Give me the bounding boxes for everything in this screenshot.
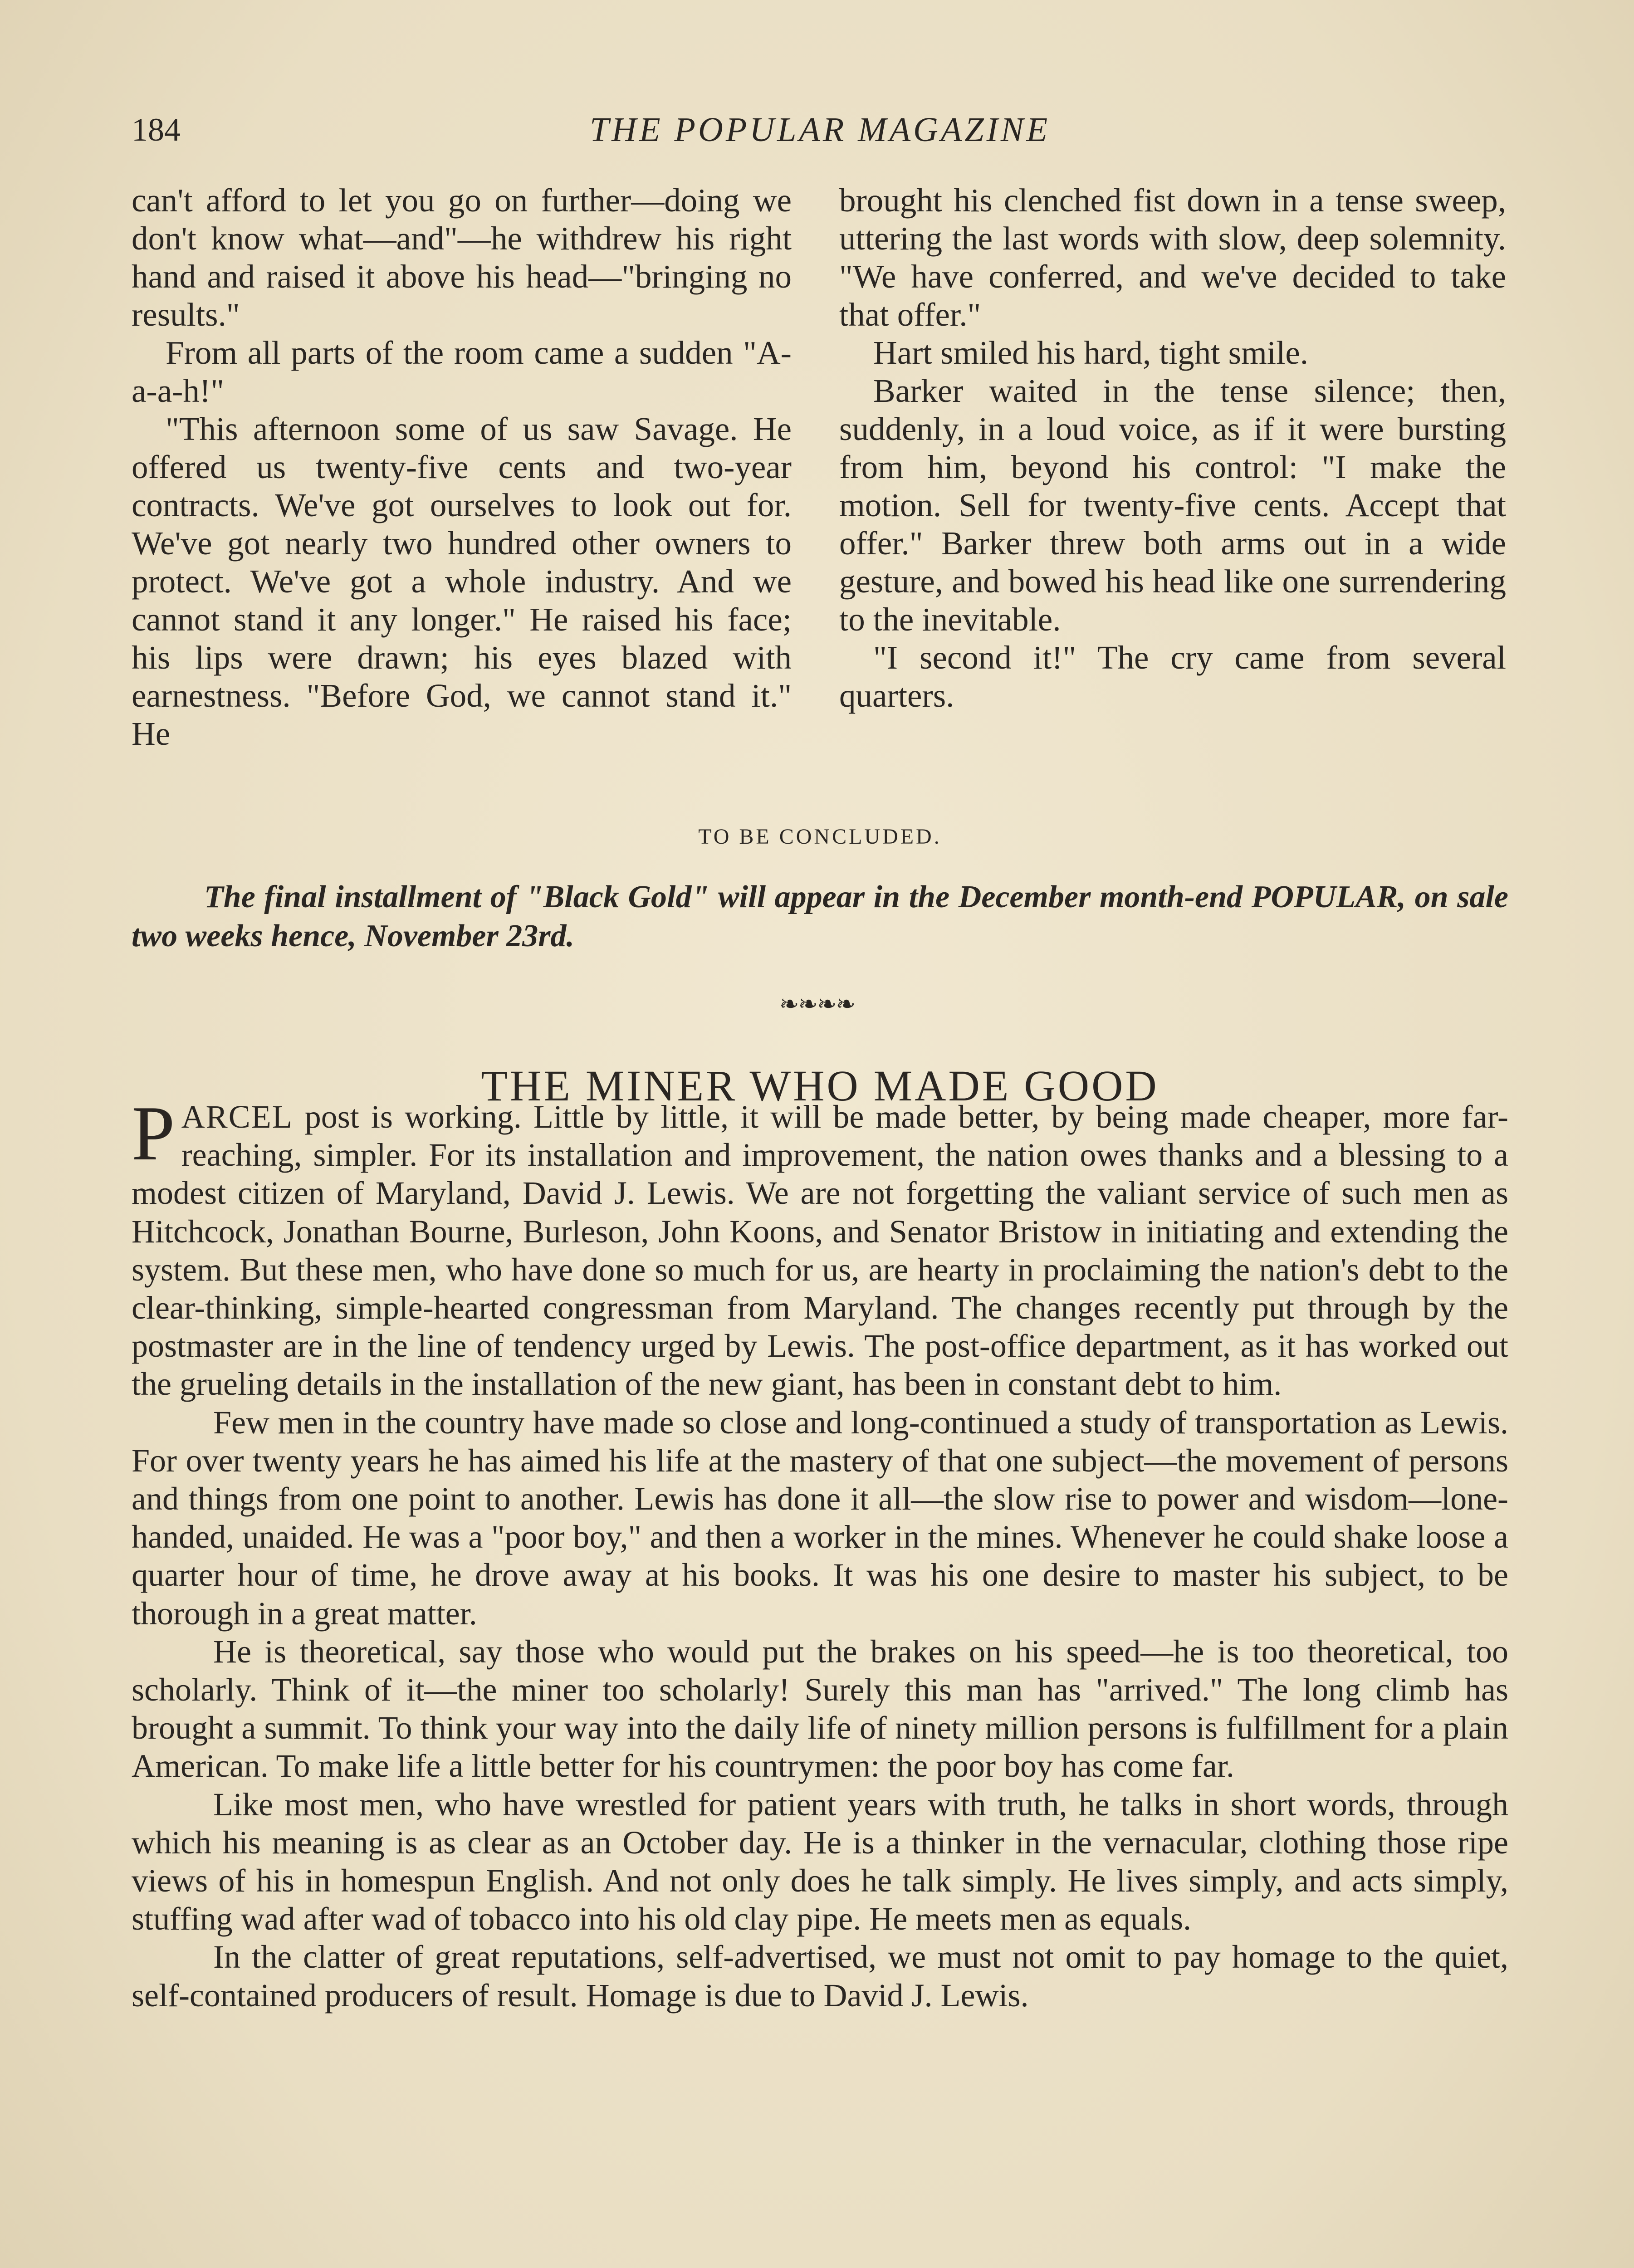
section-ornament: ❧❧❧❧ — [779, 992, 855, 1017]
left-paragraph-3: "This afternoon some of us saw Savage. He offered us twenty-five cents and two-year contracts. We've got ourselves to look out for. We've got nearly two hundred other owners to protect. We've got a whole industry. And we cannot stand it any longer." He raised his face; his lips were drawn; his eyes blazed with earnestness. "Before God, we cannot stand it." He — [132, 411, 792, 752]
running-head — [132, 107, 1508, 152]
article-paragraph-1 — [132, 1090, 1508, 1403]
right-paragraph-2: Hart smiled his hard, tight smile. — [873, 334, 1309, 371]
page-number: 184 — [132, 112, 181, 148]
to-be-concluded: TO BE CONCLUDED. — [698, 825, 942, 849]
article-body — [132, 1090, 1508, 2014]
article-paragraph-5: In the clatter of great reputations, self-advertised, we must not omit to pay homage to the quiet, self-contained producers of result. Homage is due to David J. Lewis. — [132, 1939, 1508, 2014]
magazine-title: THE POPULAR MAGAZINE — [589, 111, 1051, 149]
article-title: THE MINER WHO MADE GOOD — [481, 1061, 1159, 1110]
left-column — [132, 181, 792, 753]
article-paragraph-3: He is theoretical, say those who would put the brakes on his speed—he is too theoretical, too scholarly. Think of it—the miner too scholarly! Surely this man has "arrived." The long climb has brought a summit. To think your way into the daily life of ninety million persons is fulfillment for a plain American. To make life a little better for his countrymen: the poor boy has come far. — [132, 1633, 1508, 1784]
article-paragraph-4: Like most men, who have wrestled for patient years with truth, he talks in short words, through which his meaning is as clear as an October day. He is a thinker in the vernacular, clothing those ripe views of his in homespun English. And not only does he talk simply. He lives simply, and acts simply, stuffing wad after wad of tobacco into his old clay pipe. He meets men as equals. — [132, 1786, 1508, 1937]
left-paragraph-2: From all parts of the room came a sudden "A-a-a-h!" — [132, 334, 792, 409]
article-paragraph-2: Few men in the country have made so close and long-continued a study of transportation as Lewis. For over twenty years he has aimed his life at the mastery of that one subject—the movement of persons and things from one point to another. Lewis has done it all—the slow rise to power and wisdom—lone-handed, unaided. He was a "poor boy," and then a worker in the mines. Whenever he could shake loose a quarter hour of time, he drove away at his books. It was his one desire to master his subject, to be thorough in a great matter. — [132, 1404, 1508, 1632]
first-paragraph-text: post is working. Little by little, it will be made better, by being made cheaper, more far-reaching, simpler. For its installation and improvement, the nation owes thanks and a blessing to a modest citizen of Maryland, David J. Lewis. We are not forgetting the valiant service of such men as Hitchcock, Jonathan Bourne, Burleson, John Koons, and Senator Bristow in initiating and extending the system. But these men, who have done so much for us, are hearty in proclaiming the nation's debt to the clear-thinking, simple-hearted congressman from Maryland. The changes recently put through by the postmaster are in the line of tendency urged by Lewis. The post-office department, as it has worked out the grueling details in the installation of the new giant, has been in constant debt to him. — [132, 1099, 1508, 1403]
left-paragraph-1: can't afford to let you go on further—doing we don't know what—and"—he withdrew his right hand and raised it above his head—"bringing no results." — [132, 182, 792, 333]
installment-note: The final installment of "Black Gold" will appear in the December month-end POPULAR, on sale two weeks hence, November 23rd. — [132, 880, 1508, 953]
right-paragraph-1: brought his clenched fist down in a tense sweep, uttering the last words with slow, deep solemnity. "We have conferred, and we've decided to take that offer." — [839, 182, 1506, 333]
right-paragraph-4: "I second it!" The cry came from several quarters. — [839, 639, 1506, 714]
drop-cap: P — [132, 1090, 175, 1177]
right-paragraph-3: Barker waited in the tense silence; then, suddenly, in a loud voice, as if it were bursting from him, beyond his control: "I make the motion. Sell for twenty-five cents. Accept that offer." Barker threw both arms out in a wide gesture, and bowed his head like one surrendering to the inevitable. — [839, 372, 1506, 638]
lead-word: ARCEL — [181, 1099, 293, 1135]
right-column — [839, 181, 1506, 715]
